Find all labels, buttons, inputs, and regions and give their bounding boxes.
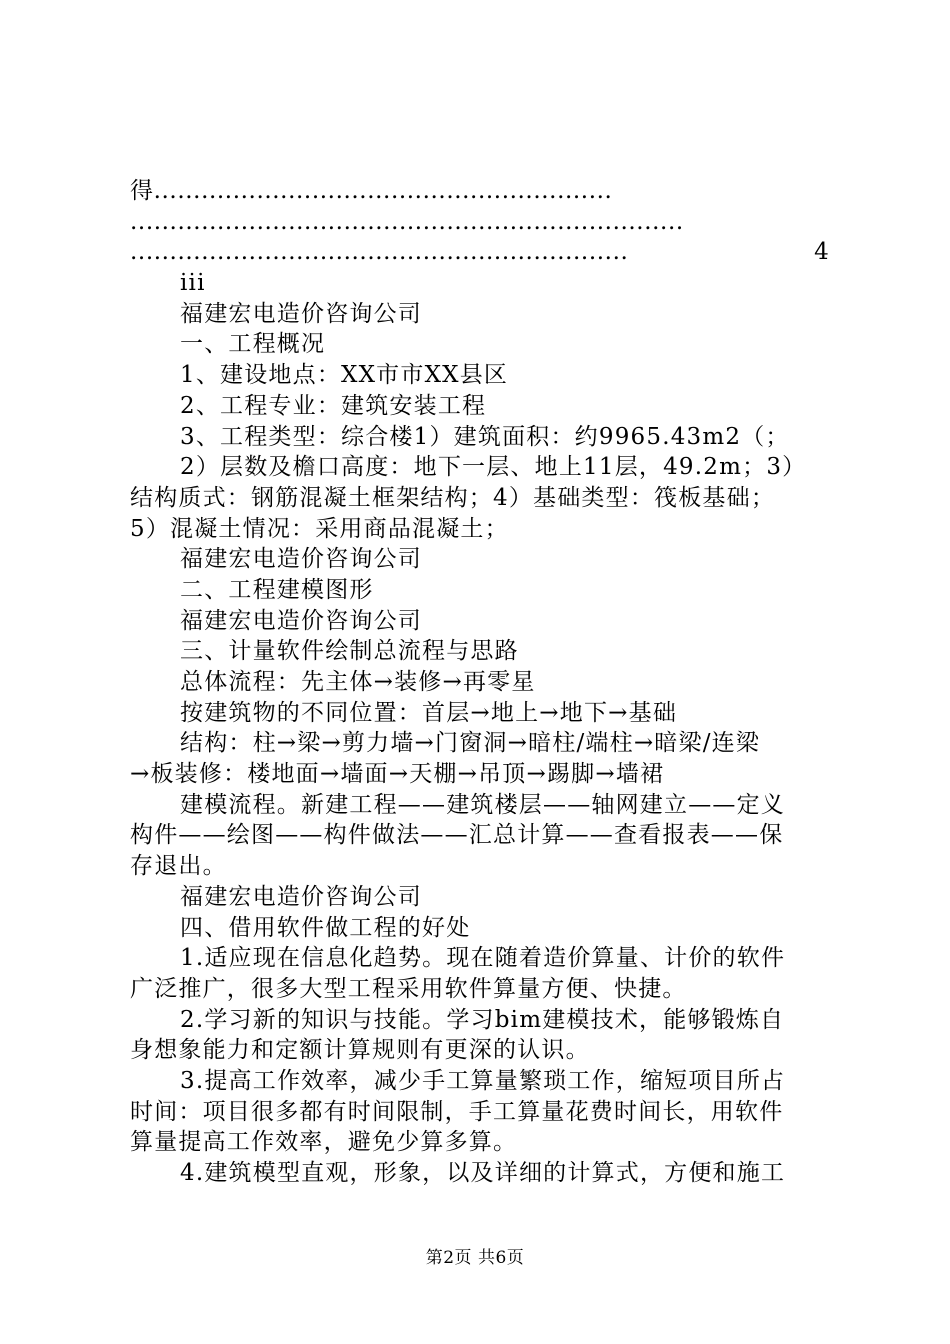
paragraph-line: 按建筑物的不同位置：首层→地上→地下→基础 xyxy=(180,699,678,726)
section-heading: 四、借用软件做工程的好处 xyxy=(180,914,471,941)
toc-entry-line-3 xyxy=(130,237,830,268)
toc-entry-line-2 xyxy=(130,207,830,238)
paragraph-line: 时间：项目很多都有时间限制，手工算量花费时间长，用软件 xyxy=(130,1098,784,1125)
toc-leader-dots-3: ............................................................... xyxy=(130,239,629,266)
paragraph-line: 1.适应现在信息化趋势。现在随着造价算量、计价的软件 xyxy=(180,945,786,972)
section-heading: 三、计量软件绘制总流程与思路 xyxy=(180,638,519,665)
company-name-line: 福建宏电造价咨询公司 xyxy=(180,607,422,634)
section-heading: 二、工程建模图形 xyxy=(180,576,374,603)
paragraph-line: →板装修：楼地面→墙面→天棚→吊顶→踢脚→墙裙 xyxy=(130,761,665,788)
company-name-line: 福建宏电造价咨询公司 xyxy=(180,883,422,910)
paragraph-line: 广泛推广，很多大型工程采用软件算量方便、快捷。 xyxy=(130,975,687,1002)
paragraph-line: 算量提高工作效率，避免少算多算。 xyxy=(130,1129,518,1156)
paragraph-line: 总体流程：先主体→装修→再零星 xyxy=(180,669,536,695)
paragraph-line: 建模流程。新建工程——建筑楼层——轴网建立——定义 xyxy=(180,791,785,818)
paragraph-line: 4.建筑模型直观，形象，以及详细的计算式，方便和施工 xyxy=(180,1160,786,1186)
company-name-line: 福建宏电造价咨询公司 xyxy=(180,546,422,573)
paragraph-line: 存退出。 xyxy=(130,853,227,880)
paragraph-line: 结构质式：钢筋混凝土框架结构；4）基础类型：筏板基础； xyxy=(130,484,776,511)
toc-leader-dots-1: .......................................................... xyxy=(153,178,613,204)
paragraph-line: 结构：柱→梁→剪力墙→门窗洞→暗柱/端柱→暗梁/连梁 xyxy=(180,730,761,757)
paragraph-line: 1、建设地点：XX市市XX县区 xyxy=(180,362,509,389)
paragraph-line: 2、工程专业：建筑安装工程 xyxy=(180,392,487,419)
toc-entry-text: 得 xyxy=(130,178,154,204)
company-name-line: 福建宏电造价咨询公司 xyxy=(180,300,422,327)
paragraph-line: 构件——绘图——构件做法——汇总计算——查看报表——保 xyxy=(130,822,784,849)
toc-entry-line-1 xyxy=(130,176,830,207)
paragraph-line: 3.提高工作效率，减少手工算量繁琐工作，缩短项目所占 xyxy=(180,1067,786,1094)
paragraph-line: 2）层数及檐口高度：地下一层、地上11层，49.2m；3） xyxy=(180,454,807,481)
toc-leader-dots-2: ...................................................................... xyxy=(130,208,684,235)
paragraph-line: 身想象能力和定额计算规则有更深的认识。 xyxy=(130,1037,590,1064)
paragraph-line: iii xyxy=(180,270,206,297)
paragraph-line: 5）混凝土情况：采用商品混凝土； xyxy=(130,515,509,542)
paragraph-line: 2.学习新的知识与技能。学习bim建模技术，能够锻炼自 xyxy=(180,1006,785,1033)
section-heading: 一、工程概况 xyxy=(180,331,326,358)
toc-page-number: 4 xyxy=(814,239,830,266)
page-footer: 第2页 共6页 xyxy=(425,1248,525,1268)
document-body xyxy=(130,176,830,1189)
paragraph-line: 3、工程类型：综合楼1）建筑面积：约9965.43m2（； xyxy=(180,423,790,450)
